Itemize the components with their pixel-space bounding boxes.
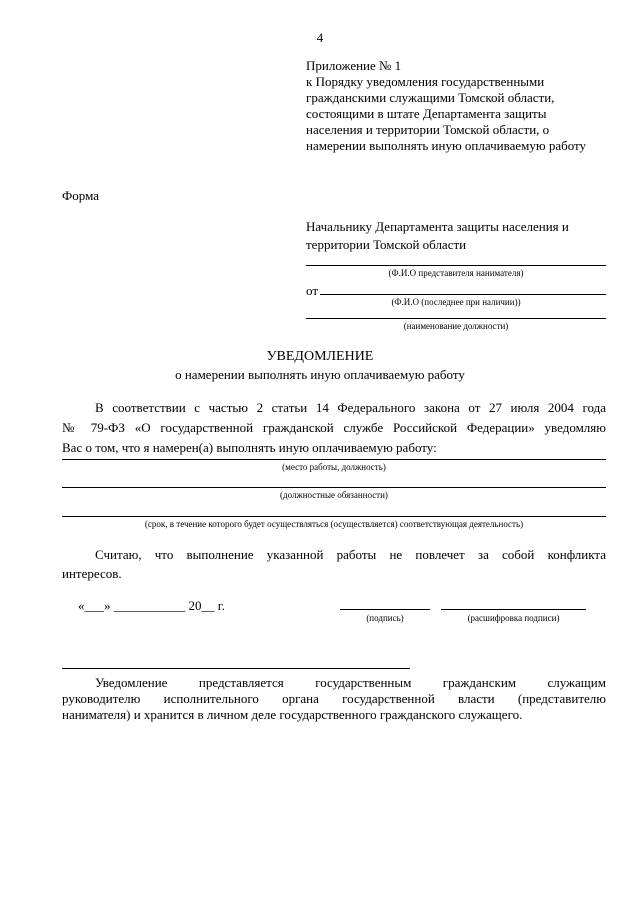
signature-decoding-line[interactable]: [441, 609, 586, 610]
position-line[interactable]: [306, 318, 606, 319]
footnote-separator: [62, 668, 410, 669]
employer-name-line[interactable]: [306, 265, 606, 266]
appendix-title: Приложение № 1: [306, 58, 402, 73]
employee-name-line[interactable]: [320, 294, 606, 295]
signature-caption: (подпись): [366, 613, 404, 623]
conclusion-line: интересов.: [62, 566, 122, 581]
addressee-block: [306, 219, 626, 253]
appendix-line: населения и территории Томской области, о: [306, 122, 550, 137]
form-label: Форма: [62, 188, 99, 203]
notice-title: УВЕДОМЛЕНИЕ: [266, 349, 374, 364]
paragraph-line: Вас о том, что я намерен(а) выполнять иную оплачиваемую работу:: [62, 440, 437, 455]
position-caption: (наименование должности): [403, 321, 509, 331]
date-field[interactable]: «___» ___________ 20__ г.: [78, 598, 225, 613]
employer-caption: (Ф.И.О представителя нанимателя): [388, 268, 524, 278]
addressee-line: Начальнику Департамента защиты населения и: [306, 219, 569, 234]
appendix-line: намерении выполнять иную оплачиваемую работу: [306, 138, 587, 153]
duties-caption: (должностные обязанности): [280, 490, 388, 500]
period-line[interactable]: [62, 516, 606, 517]
footnote-line: руководителю исполнительного органа государственной власти (представителю: [62, 691, 606, 706]
appendix-line: состоящими в штате Департамента защиты: [306, 106, 547, 121]
footnote-line: Уведомление представляется государственным гражданским служащим: [95, 675, 606, 690]
period-caption: (срок, в течение которого будет осуществляться (осуществляется) соответствующая деятельность): [144, 519, 524, 529]
fio-caption: (Ф.И.О (последнее при наличии)): [391, 297, 521, 307]
conclusion-line: Считаю, что выполнение указанной работы не повлечет за собой конфликта: [95, 547, 606, 562]
notice-subtitle: о намерении выполнять иную оплачиваемую работу: [175, 367, 465, 382]
paragraph-line: В соответствии с частью 2 статьи 14 Федерального закона от 27 июля 2004 года: [95, 400, 606, 415]
duties-line[interactable]: [62, 487, 606, 488]
addressee-line: территории Томской области: [306, 237, 467, 252]
page-number: 4: [316, 30, 324, 45]
appendix-block: [306, 58, 626, 154]
paragraph-line: № 79-ФЗ «О государственной гражданской службе Российской Федерации» уведомляю: [62, 420, 606, 435]
appendix-line: к Порядку уведомления государственными: [306, 74, 545, 89]
workplace-caption: (место работы, должность): [282, 462, 386, 472]
signature-line[interactable]: [340, 609, 430, 610]
appendix-line: гражданскими служащими Томской области,: [306, 90, 555, 105]
decoding-caption: (расшифровка подписи): [467, 613, 560, 623]
footnote-line: нанимателя) и хранится в личном деле государственного гражданского служащего.: [62, 707, 523, 722]
from-label: от: [306, 283, 319, 298]
workplace-line[interactable]: [62, 459, 606, 460]
